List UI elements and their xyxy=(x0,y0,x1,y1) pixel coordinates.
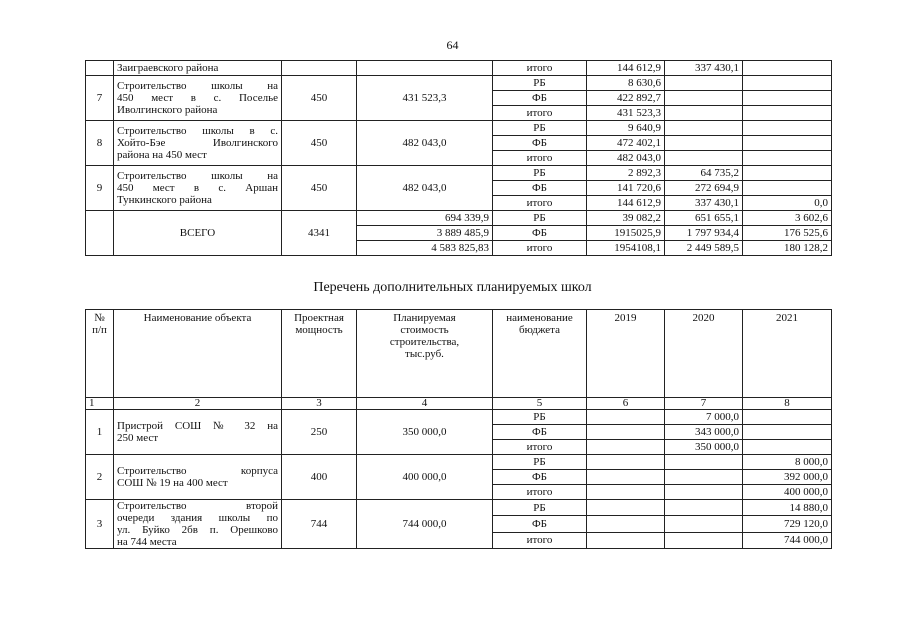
amount-2020 xyxy=(665,121,743,136)
header-name: Наименование объекта xyxy=(114,310,282,398)
amount-2021 xyxy=(743,166,832,181)
amount-2021 xyxy=(743,410,832,425)
amount-2021: 8 000,0 xyxy=(743,455,832,470)
amount-2019: 141 720,6 xyxy=(587,181,665,196)
amount-2021: 0,0 xyxy=(743,196,832,211)
object-name-line: СОШ № 19 на 400 мест xyxy=(117,477,228,489)
amount-2021 xyxy=(743,425,832,440)
object-name-line: района на 450 мест xyxy=(117,149,207,161)
column-number: 6 xyxy=(587,398,665,410)
row-number: 1 xyxy=(86,410,114,455)
amount-2020 xyxy=(665,76,743,91)
amount-2021 xyxy=(743,440,832,455)
amount-2019 xyxy=(587,470,665,485)
amount-2021: 14 880,0 xyxy=(743,500,832,516)
budget-type: ФБ xyxy=(493,181,587,196)
total-cost: 3 889 485,9 xyxy=(357,226,493,241)
table-row xyxy=(86,500,832,516)
amount-2021: 744 000,0 xyxy=(743,532,832,548)
object-name-line: Строительство школы в с. xyxy=(117,125,278,137)
amount-2019: 422 892,7 xyxy=(587,91,665,106)
total-cost: 694 339,9 xyxy=(357,211,493,226)
column-number: 8 xyxy=(743,398,832,410)
planned-cost: 744 000,0 xyxy=(357,500,493,549)
budget-type: итого xyxy=(493,241,587,256)
column-number: 2 xyxy=(114,398,282,410)
amount-2020: 337 430,1 xyxy=(665,196,743,211)
row-number: 7 xyxy=(86,76,114,121)
header-row xyxy=(86,310,832,398)
budget-type: РБ xyxy=(493,455,587,470)
amount-2019 xyxy=(587,425,665,440)
object-name-line: Заиграевского района xyxy=(117,62,219,74)
amount-2020 xyxy=(665,455,743,470)
total-2020: 2 449 589,5 xyxy=(665,241,743,256)
design-capacity: 450 xyxy=(282,166,357,211)
amount-2019: 431 523,3 xyxy=(587,106,665,121)
budget-type: итого xyxy=(493,532,587,548)
design-capacity: 400 xyxy=(282,455,357,500)
header-capacity: Проектная мощность xyxy=(282,310,357,398)
budget-type: итого xyxy=(493,106,587,121)
amount-2020: 64 735,2 xyxy=(665,166,743,181)
object-name-line: 250 мест xyxy=(117,432,159,444)
planned-cost: 400 000,0 xyxy=(357,455,493,500)
amount-2021 xyxy=(743,136,832,151)
amount-2021: 392 000,0 xyxy=(743,470,832,485)
budget-type: РБ xyxy=(493,500,587,516)
total-2021: 3 602,6 xyxy=(743,211,832,226)
amount-2020 xyxy=(665,91,743,106)
table-row xyxy=(86,410,832,425)
object-name-line: 450 мест в с. Поселье xyxy=(117,92,278,104)
amount-2019 xyxy=(587,532,665,548)
amount-2020 xyxy=(665,136,743,151)
object-name-line: Тункинского района xyxy=(117,194,212,206)
budget-type: итого xyxy=(493,440,587,455)
amount-2020 xyxy=(665,485,743,500)
column-number: 4 xyxy=(357,398,493,410)
column-number: 7 xyxy=(665,398,743,410)
total-2021: 176 525,6 xyxy=(743,226,832,241)
budget-type: итого xyxy=(493,196,587,211)
budget-type: РБ xyxy=(493,166,587,181)
header-num: № п/п xyxy=(86,310,114,398)
amount-2021 xyxy=(743,61,832,76)
amount-2019 xyxy=(587,485,665,500)
budget-type: ФБ xyxy=(493,425,587,440)
table-row xyxy=(86,61,832,76)
design-capacity xyxy=(282,61,357,76)
amount-2019: 482 043,0 xyxy=(587,151,665,166)
budget-type: ФБ xyxy=(493,91,587,106)
budget-type: ФБ xyxy=(493,516,587,532)
row-number: 3 xyxy=(86,500,114,549)
section-title: Перечень дополнительных планируемых школ xyxy=(313,280,592,295)
object-name-line: Строительство второй xyxy=(117,500,278,512)
amount-2020 xyxy=(665,470,743,485)
amount-2019: 144 612,9 xyxy=(587,196,665,211)
amount-2020: 7 000,0 xyxy=(665,410,743,425)
amount-2019: 2 892,3 xyxy=(587,166,665,181)
amount-2021 xyxy=(743,76,832,91)
amount-2021: 729 120,0 xyxy=(743,516,832,532)
total-capacity: 4341 xyxy=(282,211,357,256)
table-row xyxy=(86,121,832,136)
amount-2019 xyxy=(587,455,665,470)
total-2021: 180 128,2 xyxy=(743,241,832,256)
object-name-line: Пристрой СОШ № 32 на xyxy=(117,420,278,432)
column-number-row xyxy=(86,398,832,410)
planned-cost: 350 000,0 xyxy=(357,410,493,455)
object-name xyxy=(114,121,282,166)
row-number: 8 xyxy=(86,121,114,166)
planned-cost: 482 043,0 xyxy=(357,166,493,211)
row-number: 2 xyxy=(86,455,114,500)
amount-2020: 272 694,9 xyxy=(665,181,743,196)
total-blank xyxy=(86,211,114,256)
column-number: 5 xyxy=(493,398,587,410)
amount-2021 xyxy=(743,91,832,106)
header-cost: Планируемая стоимость строительства, тыс.руб. xyxy=(357,310,493,398)
total-label: ВСЕГО xyxy=(114,211,282,256)
object-name-line: 450 мест в с. Аршан xyxy=(117,182,278,194)
column-number: 1 xyxy=(86,398,114,410)
amount-2019: 472 402,1 xyxy=(587,136,665,151)
amount-2021: 400 000,0 xyxy=(743,485,832,500)
object-name-line: Строительство школы на xyxy=(117,80,278,92)
budget-type: РБ xyxy=(493,76,587,91)
additional-schools-table xyxy=(85,309,832,549)
amount-2021 xyxy=(743,181,832,196)
design-capacity: 450 xyxy=(282,76,357,121)
header-2019: 2019 xyxy=(587,310,665,398)
budget-type: итого xyxy=(493,485,587,500)
amount-2019: 8 630,6 xyxy=(587,76,665,91)
amount-2020 xyxy=(665,151,743,166)
amount-2020 xyxy=(665,106,743,121)
amount-2020 xyxy=(665,516,743,532)
total-row xyxy=(86,211,832,226)
table-row xyxy=(86,166,832,181)
amount-2020: 337 430,1 xyxy=(665,61,743,76)
object-name xyxy=(114,500,282,549)
table-row xyxy=(86,455,832,470)
total-2020: 1 797 934,4 xyxy=(665,226,743,241)
amount-2020: 343 000,0 xyxy=(665,425,743,440)
object-name xyxy=(114,61,282,76)
design-capacity: 744 xyxy=(282,500,357,549)
object-name-line: на 744 места xyxy=(117,536,177,548)
header-2020: 2020 xyxy=(665,310,743,398)
budget-type: РБ xyxy=(493,121,587,136)
header-2021: 2021 xyxy=(743,310,832,398)
object-name xyxy=(114,455,282,500)
planned-cost: 431 523,3 xyxy=(357,76,493,121)
total-2019: 1954108,1 xyxy=(587,241,665,256)
total-2020: 651 655,1 xyxy=(665,211,743,226)
object-name xyxy=(114,410,282,455)
amount-2019 xyxy=(587,500,665,516)
object-name-line: Строительство школы на xyxy=(117,170,278,182)
budget-type: ФБ xyxy=(493,470,587,485)
budget-type: итого xyxy=(493,151,587,166)
total-2019: 1915025,9 xyxy=(587,226,665,241)
column-number: 3 xyxy=(282,398,357,410)
amount-2019: 144 612,9 xyxy=(587,61,665,76)
budget-type: РБ xyxy=(493,211,587,226)
amount-2021 xyxy=(743,151,832,166)
budget-type: итого xyxy=(493,61,587,76)
object-name-line: Иволгинского района xyxy=(117,104,218,116)
budget-type: ФБ xyxy=(493,136,587,151)
amount-2020 xyxy=(665,500,743,516)
table-row xyxy=(86,76,832,91)
schools-table-continued xyxy=(85,60,832,256)
amount-2019 xyxy=(587,440,665,455)
amount-2019 xyxy=(587,516,665,532)
amount-2019: 9 640,9 xyxy=(587,121,665,136)
amount-2021 xyxy=(743,121,832,136)
object-name-line: ул. Буйко 2бв п. Орешково xyxy=(117,524,278,536)
budget-type: ФБ xyxy=(493,226,587,241)
page-number: 64 xyxy=(446,38,459,52)
design-capacity: 450 xyxy=(282,121,357,166)
object-name xyxy=(114,166,282,211)
object-name xyxy=(114,76,282,121)
planned-cost: 482 043,0 xyxy=(357,121,493,166)
amount-2021 xyxy=(743,106,832,121)
amount-2020 xyxy=(665,532,743,548)
amount-2019 xyxy=(587,410,665,425)
object-name-line: Строительство корпуса xyxy=(117,465,278,477)
total-cost: 4 583 825,83 xyxy=(357,241,493,256)
row-number xyxy=(86,61,114,76)
header-budget: наименование бюджета xyxy=(493,310,587,398)
amount-2020: 350 000,0 xyxy=(665,440,743,455)
object-name-line: Хойто-Бэе Иволгинского xyxy=(117,137,278,149)
total-2019: 39 082,2 xyxy=(587,211,665,226)
design-capacity: 250 xyxy=(282,410,357,455)
planned-cost xyxy=(357,61,493,76)
row-number: 9 xyxy=(86,166,114,211)
object-name-line: очереди здания школы по xyxy=(117,512,278,524)
budget-type: РБ xyxy=(493,410,587,425)
